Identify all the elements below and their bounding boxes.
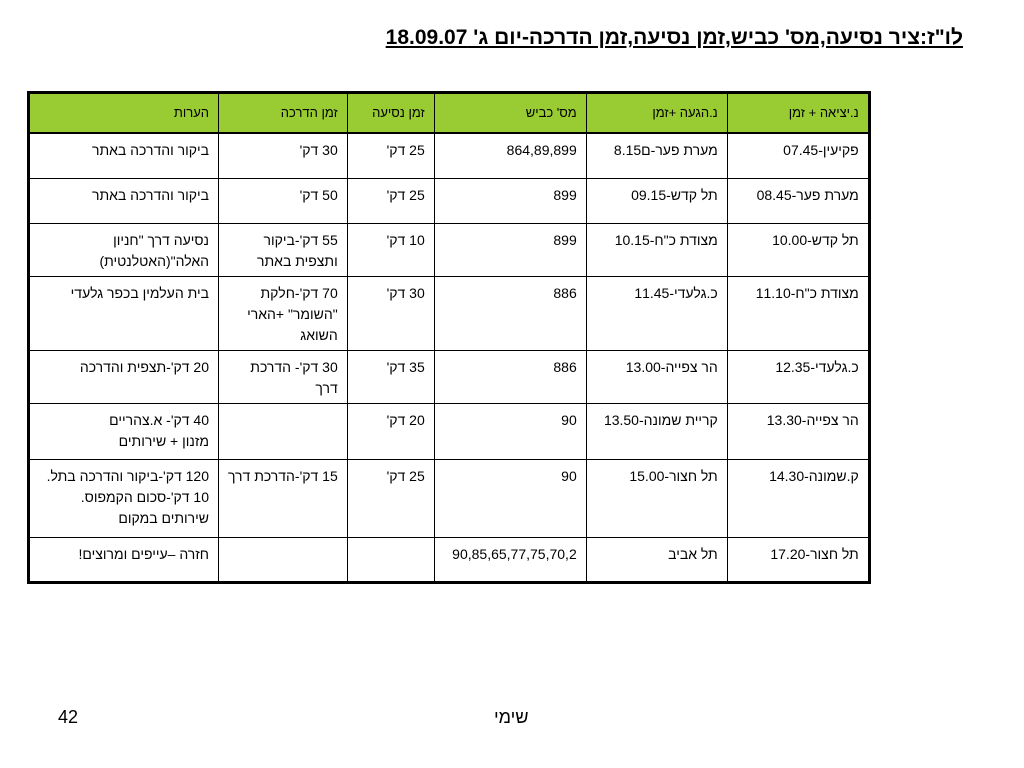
cell-line: 10 דק' <box>386 231 425 248</box>
notes-cell <box>29 350 219 403</box>
road-number-cell <box>434 537 586 582</box>
cell-line: תל קדש-10.00 <box>772 231 859 248</box>
table-row <box>29 223 870 276</box>
cell-line: כ.גלעדי-11.45 <box>634 284 718 301</box>
cell-line: 90 <box>561 467 577 484</box>
cell-line: 120 דק'-ביקור והדרכה בתל. <box>46 467 209 484</box>
table-row <box>29 537 870 582</box>
cell-line: 864,89,899 <box>506 142 577 158</box>
drive-time-cell <box>347 403 434 459</box>
cell-line: ביקור והדרכה באתר <box>91 186 209 203</box>
header-departure: נ.יציאה + זמן <box>727 93 869 134</box>
notes-cell <box>29 403 219 459</box>
page-number: 42 <box>58 707 79 727</box>
departure-cell <box>727 276 869 350</box>
presenter-name: שימי <box>494 707 529 727</box>
arrival-cell <box>586 223 727 276</box>
table-header-row <box>29 93 870 134</box>
schedule-table <box>27 91 871 584</box>
table-row <box>29 178 870 223</box>
slide-title: לו"ז:ציר נסיעה,מס' כביש,זמן נסיעה,זמן הדרכה-יום ג' 18.09.07 <box>385 26 963 49</box>
guide-time-cell <box>219 223 348 276</box>
departure-cell <box>727 223 869 276</box>
arrival-cell <box>586 537 727 582</box>
cell-line: הר צפייה-13.30 <box>766 411 859 428</box>
cell-line: 30 דק' <box>299 142 338 158</box>
arrival-cell <box>586 178 727 223</box>
cell-line: בית העלמין בכפר גלעדי <box>70 284 209 301</box>
header-arrival: נ.הגעה +זמן <box>586 93 727 134</box>
road-number-cell <box>434 403 586 459</box>
road-number-cell <box>434 178 586 223</box>
guide-time-cell <box>219 459 348 537</box>
table-row <box>29 403 870 459</box>
notes-cell <box>29 178 219 223</box>
header-guide-time: זמן הדרכה <box>219 93 348 134</box>
cell-line: חזרה –עייפים ומרוצים! <box>78 545 209 562</box>
drive-time-cell <box>347 459 434 537</box>
table-row <box>29 276 870 350</box>
cell-line: 50 דק' <box>299 186 338 203</box>
departure-cell <box>727 403 869 459</box>
cell-line: 55 דק'-ביקור <box>263 231 338 248</box>
cell-line: 25 דק' <box>386 142 425 158</box>
table-row <box>29 350 870 403</box>
departure-cell <box>727 459 869 537</box>
departure-cell <box>727 133 869 178</box>
cell-line: 90 <box>561 411 577 428</box>
cell-line: 20 דק' <box>386 411 425 428</box>
cell-line: השואג <box>300 326 338 343</box>
guide-time-cell <box>219 403 348 459</box>
road-number-cell <box>434 276 586 350</box>
cell-line: קריית שמונה-13.50 <box>603 411 718 428</box>
cell-line: תל חצור-17.20 <box>770 545 859 562</box>
road-number-cell <box>434 223 586 276</box>
departure-cell <box>727 178 869 223</box>
notes-cell <box>29 133 219 178</box>
cell-line: הר צפייה-13.00 <box>625 358 718 375</box>
cell-line: מצודת כ"ח-10.15 <box>614 231 718 248</box>
road-number-cell <box>434 350 586 403</box>
cell-line: תל חצור-15.00 <box>629 467 718 484</box>
departure-cell <box>727 350 869 403</box>
arrival-cell <box>586 459 727 537</box>
guide-time-cell <box>219 178 348 223</box>
drive-time-cell <box>347 133 434 178</box>
cell-line: 10 דק'-סכום הקמפוס. <box>80 488 209 505</box>
drive-time-cell <box>347 223 434 276</box>
cell-line: 25 דק' <box>386 186 425 203</box>
departure-cell <box>727 537 869 582</box>
road-number-cell <box>434 459 586 537</box>
cell-line: האלה"(האטלנטית) <box>99 252 209 269</box>
cell-line: ותצפית באתר <box>257 252 338 269</box>
drive-time-cell <box>347 276 434 350</box>
cell-line: "השומר" +הארי <box>247 305 338 322</box>
drive-time-cell <box>347 350 434 403</box>
cell-line: 30 דק'- הדרכת <box>250 358 338 375</box>
cell-line: 35 דק' <box>386 358 425 375</box>
header-drive-time: זמן נסיעה <box>347 93 434 134</box>
cell-line: 90,85,65,77,75,70,2 <box>452 545 577 562</box>
cell-line: נסיעה דרך "חניון <box>113 231 209 248</box>
guide-time-cell <box>219 537 348 582</box>
cell-line: שירותים במקום <box>118 509 209 526</box>
cell-line: 70 דק'-חלקת <box>260 284 338 301</box>
guide-time-cell <box>219 276 348 350</box>
header-notes: הערות <box>29 93 219 134</box>
arrival-cell <box>586 276 727 350</box>
guide-time-cell <box>219 350 348 403</box>
table-row <box>29 459 870 537</box>
drive-time-cell <box>347 178 434 223</box>
cell-line: תל קדש-09.15 <box>631 186 718 203</box>
cell-line: 899 <box>553 231 577 248</box>
cell-line: 30 דק' <box>386 284 425 301</box>
notes-cell <box>29 459 219 537</box>
cell-line: פקיעין-07.45 <box>783 142 859 158</box>
header-road-number: מס' כביש <box>434 93 586 134</box>
cell-line: 40 דק'- א.צהריים <box>109 411 209 428</box>
arrival-cell <box>586 133 727 178</box>
notes-cell <box>29 223 219 276</box>
cell-line: 20 דק'-תצפית והדרכה <box>79 358 209 375</box>
cell-line: 886 <box>553 284 577 301</box>
cell-line: 25 דק' <box>386 467 425 484</box>
road-number-cell <box>434 133 586 178</box>
cell-line: 899 <box>553 186 577 203</box>
cell-line: 886 <box>553 358 577 375</box>
notes-cell <box>29 276 219 350</box>
table-body <box>29 133 870 582</box>
arrival-cell <box>586 403 727 459</box>
guide-time-cell <box>219 133 348 178</box>
cell-line: מזנון + שירותים <box>118 432 209 449</box>
cell-line: תל אביב <box>668 545 718 562</box>
cell-line: 15 דק'-הדרכת דרך <box>228 467 338 484</box>
cell-line: כ.גלעדי-12.35 <box>775 358 859 375</box>
cell-line: מערת פער-ם8.15 <box>613 142 718 158</box>
drive-time-cell <box>347 537 434 582</box>
cell-line: ביקור והדרכה באתר <box>91 142 209 158</box>
cell-line: דרך <box>315 379 338 396</box>
cell-line: מצודת כ"ח-11.10 <box>755 284 859 301</box>
arrival-cell <box>586 350 727 403</box>
notes-cell <box>29 537 219 582</box>
cell-line: ק.שמונה-14.30 <box>769 467 859 484</box>
table-row <box>29 133 870 178</box>
cell-line: מערת פער-08.45 <box>756 186 859 203</box>
